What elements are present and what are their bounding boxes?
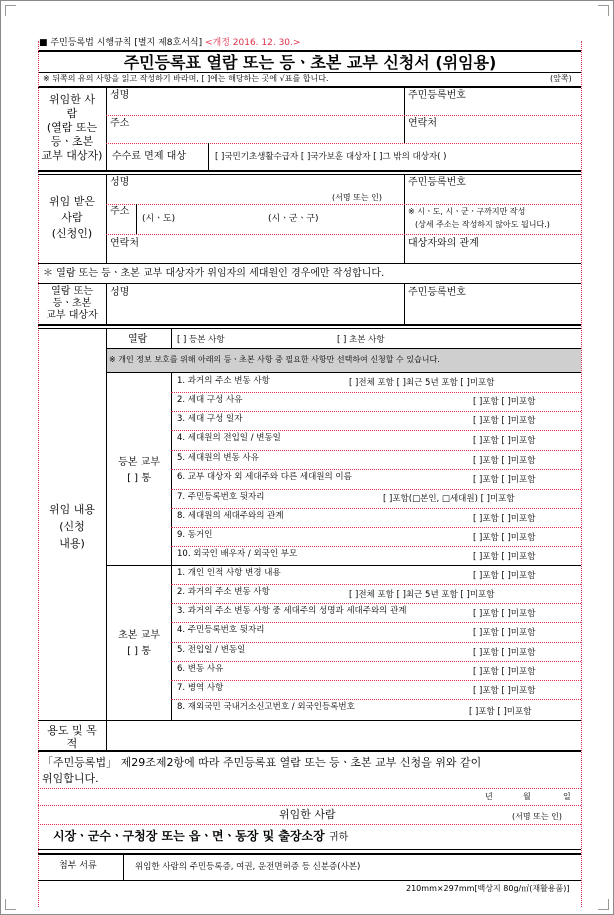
rule-privacy-top [106, 348, 581, 349]
rule-purpose-top [38, 720, 581, 721]
rule-s2-top [38, 170, 581, 172]
rule-cb-2 [171, 603, 581, 604]
rule-view [171, 328, 172, 348]
page-title: 주민등록표 열람 또는 등ㆍ초본 교부 신청서 (위임용) [123, 53, 497, 72]
rule-s4-top [38, 324, 581, 326]
rule-cb-6 [171, 680, 581, 681]
delegator-contact-label: 연락처 [408, 118, 437, 129]
rule-db-4 [171, 450, 581, 451]
delegate-address-label: 주소 [110, 206, 130, 217]
target-section-label: 열람 또는 등ㆍ초본 교부 대상자 [46, 286, 98, 321]
rule-db-7 [171, 508, 581, 509]
chobon-item: 2. 과거의 주소 변동 사항 [177, 587, 270, 597]
crop-mark-top-left [5, 5, 16, 16]
rule-note-bottom [38, 283, 581, 284]
chobon-item: 7. 병역 사항 [177, 683, 224, 693]
rule-s2-top2 [38, 174, 581, 175]
delegator-address-label: 주소 [110, 118, 130, 129]
recipient-suffix: 귀하 [328, 832, 349, 843]
chobon-item-options[interactable]: [ ]포함 [ ]미포함 [473, 667, 536, 677]
rule-db-5 [171, 469, 581, 470]
delegate-relation-label: 대상자와의 관계 [408, 238, 479, 249]
chobon-item: 1. 개인 인적 사항 변경 내용 [177, 568, 281, 578]
signer-sign: (서명 또는 인) [512, 812, 562, 821]
delegate-contact-label: 연락처 [110, 238, 139, 249]
chobon-item-options[interactable]: [ ]전체 포함 [ ]최근 5년 포함 [ ]미포함 [349, 590, 495, 600]
delegate-id-label: 주민등록번호 [408, 177, 466, 188]
rule-db-cb-split [106, 565, 581, 566]
rule-db-3 [171, 430, 581, 431]
date-year: 년 [485, 792, 493, 801]
delegate-sigungu: (시ㆍ군ㆍ구) [268, 214, 319, 224]
delegate-name-label: 성명 [110, 177, 130, 188]
delegate-sign-note: (서명 또는 인) [332, 193, 382, 202]
rule-signer-bottom [38, 824, 581, 825]
deungbon-item-options[interactable]: [ ]포함 [ ]미포함 [473, 456, 536, 466]
rule-db-6 [171, 489, 581, 490]
rule-db-8 [171, 527, 581, 528]
chobon-item-options[interactable]: [ ]포함 [ ]미포함 [473, 648, 536, 658]
rule-s1-row2 [106, 143, 581, 144]
attachments-text: 위임한 사람의 주민등록증, 여권, 운전면허증 등 신분증(사본) [135, 862, 361, 872]
rule-s2-label [106, 174, 107, 263]
rule-note-top [38, 263, 581, 264]
view-label: 열람 [128, 334, 148, 345]
date-day: 일 [563, 792, 571, 801]
rule-recipient-bottom [38, 849, 581, 850]
attachments-label: 첨부 서류 [59, 861, 97, 871]
rule-section1-top [38, 86, 581, 88]
delegate-sido: (시ㆍ도) [142, 214, 176, 224]
chobon-item-options[interactable]: [ ]포함 [ ]미포함 [469, 707, 532, 717]
view-option-chobon[interactable]: [ ] 초본 사항 [337, 335, 385, 345]
deungbon-item-options[interactable]: [ ]포함 [ ]미포함 [473, 514, 536, 524]
delegator-name-label: 성명 [110, 90, 130, 101]
deungbon-item: 1. 과거의 주소 변동 사항 [177, 376, 270, 386]
deungbon-item: 9. 동거인 [177, 530, 213, 540]
rule-s1-fee [208, 143, 209, 170]
rule-attach-bottom [38, 880, 581, 881]
delegator-section-label: 위임한 사 람 (열람 또는 등ㆍ초본 교부 대상자) [41, 93, 103, 162]
rule-s2-mid [404, 174, 405, 263]
deungbon-item-options[interactable]: [ ]포함 [ ]미포함 [473, 416, 536, 426]
rule-db-1 [171, 392, 581, 393]
crop-mark-bottom-left [5, 899, 16, 910]
chobon-item-options[interactable]: [ ]포함 [ ]미포함 [473, 628, 536, 638]
deungbon-label[interactable]: 등본 교부 [ ] 통 [118, 457, 160, 484]
rule-db-2 [171, 411, 581, 412]
delegate-address-note-1: ※ 시ㆍ도, 시ㆍ군ㆍ구까지만 작성 [408, 207, 526, 216]
chobon-label[interactable]: 초본 교부 [ ] 통 [118, 630, 160, 657]
rule-s3-mid [404, 283, 405, 324]
crop-mark-top-right [598, 5, 609, 16]
delegator-id-label: 주민등록번호 [408, 90, 466, 101]
deungbon-item-options[interactable]: [ ]전체 포함 [ ]최근 5년 포함 [ ]미포함 [349, 378, 495, 388]
statement-line-1: 「주민등록법」 제29조제2항에 따라 주민등록표 열람 또는 등ㆍ초본 교부 신청을 위와 같이 [42, 756, 482, 769]
rule-db-9 [171, 546, 581, 547]
recipient-main: 시장ㆍ군수ㆍ구청장 또는 읍ㆍ면ㆍ동장 및 출장소장 귀하 [53, 829, 349, 843]
delegate-section-label: 위임 받은 사람 (신청인) [48, 195, 95, 240]
chobon-item: 6. 변동 사유 [177, 664, 224, 674]
rule-s2-row2 [106, 234, 581, 235]
chobon-item: 4. 주민등록번호 뒷자리 [177, 625, 265, 635]
deungbon-item: 3. 세대 구성 일자 [177, 414, 243, 424]
chobon-item-options[interactable]: [ ]포함 [ ]미포함 [473, 609, 536, 619]
chobon-item-options[interactable]: [ ]포함 [ ]미포함 [473, 686, 536, 696]
purpose-label: 용도 및 목 적 [47, 724, 97, 750]
rule-cb-3 [171, 622, 581, 623]
delegate-address-note-2: (상세 주소는 작성하지 않아도 됩니다.) [415, 220, 550, 229]
rule-right-edge [581, 41, 582, 907]
chobon-item: 5. 전입일 / 변동일 [177, 645, 246, 655]
deungbon-item: 10. 외국인 배우자 / 외국인 부모 [177, 549, 298, 559]
rule-purpose [106, 720, 107, 750]
crop-mark-bottom-right [598, 899, 609, 910]
rule-cb-7 [171, 699, 581, 700]
rule-attach-top [38, 853, 581, 855]
rule-title-bottom [38, 72, 581, 73]
deungbon-item-options[interactable]: [ ]포함 [ ]미포함 [473, 533, 536, 543]
rule-cb-1 [171, 584, 581, 585]
date-month: 월 [523, 792, 531, 801]
revision-date: <개정 2016. 12. 30.> [204, 38, 301, 48]
rule-s4-label [106, 328, 107, 720]
signer-label: 위임한 사람 [279, 808, 336, 821]
deungbon-item: 5. 세대원의 변동 사유 [177, 453, 259, 463]
rule-cb-4 [171, 642, 581, 643]
deungbon-item: 8. 세대원의 세대주와의 관계 [177, 511, 284, 521]
chobon-item: 8. 재외국민 국내거소신고번호 / 외국인등록번호 [177, 702, 355, 712]
rule-purpose-bottom [38, 750, 581, 752]
deungbon-item: 2. 세대 구성 사유 [177, 395, 243, 405]
target-id-label: 주민등록번호 [408, 287, 466, 298]
fill-notice: ※ 뒤쪽의 유의 사항을 읽고 작성하기 바라며, [ ]에는 해당하는 곳에 √표를 합니다. [43, 74, 329, 83]
fee-exemption-options[interactable]: [ ]국민기초생활수급자 [ ]국가보훈 대상자 [ ]그 밖의 대상자( ) [215, 152, 447, 162]
law-reference: ■ 주민등록법 시행규칙 [별지 제8호서식] <개정 2016. 12. 30.> [39, 38, 301, 48]
rule-s3-label [106, 283, 107, 324]
rule-top [38, 50, 581, 52]
rule-s1-label [106, 86, 107, 170]
rule-s2-row1 [106, 204, 581, 205]
fee-exemption-label: 수수료 면제 대상 [112, 151, 186, 162]
rule-attach [123, 853, 124, 880]
deungbon-item-options[interactable]: [ ]포함 [ ]미포함 [473, 475, 536, 485]
rule-statement-bottom [38, 788, 581, 789]
rule-s2-addr [136, 204, 137, 234]
rule-cb-5 [171, 661, 581, 662]
privacy-note: ※ 개인 정보 보호를 위해 아래의 등ㆍ초본 사항 중 필요한 사항만 선택하여 신청할 수 있습니다. [109, 355, 440, 364]
deungbon-item: 4. 세대원의 전입일 / 변동일 [177, 433, 281, 443]
deungbon-item-options[interactable]: [ ]포함 [ ]미포함 [473, 397, 536, 407]
deungbon-item: 7. 주민등록번호 뒷자리 [177, 492, 265, 502]
view-option-deungbon[interactable]: [ ] 등본 사항 [177, 335, 225, 345]
statement-line-2: 위임합니다. [42, 772, 99, 785]
rule-privacy-bottom [106, 372, 581, 373]
rule-s4-top2 [38, 328, 581, 329]
chobon-item: 3. 과거의 주소 변동 사항 중 세대주의 성명과 세대주와의 관계 [177, 606, 407, 616]
deungbon-item-options[interactable]: [ ]포함 [ ]미포함 [473, 436, 536, 446]
page-side: (앞쪽) [550, 74, 572, 83]
rule-s1-row1 [106, 115, 581, 116]
deungbon-item: 6. 교부 대상자 외 세대주와 다른 세대원의 이름 [177, 472, 352, 482]
deungbon-item-options[interactable]: [ ]포함 [ ]미포함 [473, 552, 536, 562]
household-note: ＊ 열람 또는 등ㆍ초본 교부 대상자가 위임자의 세대원인 경우에만 작성합니다. [43, 268, 385, 279]
target-name-label: 성명 [110, 287, 130, 298]
chobon-item-options[interactable]: [ ]포함 [ ]미포함 [473, 571, 536, 581]
rule-date-bottom [38, 805, 581, 806]
paper-spec: 210mm×297mm[백상지 80g/㎡(재활용품)] [406, 884, 570, 893]
delegation-section-label: 위임 내용 (신청 내용) [48, 503, 95, 550]
deungbon-item-options[interactable]: [ ]포함(□본인, □세대원) [ ]미포함 [383, 494, 515, 504]
